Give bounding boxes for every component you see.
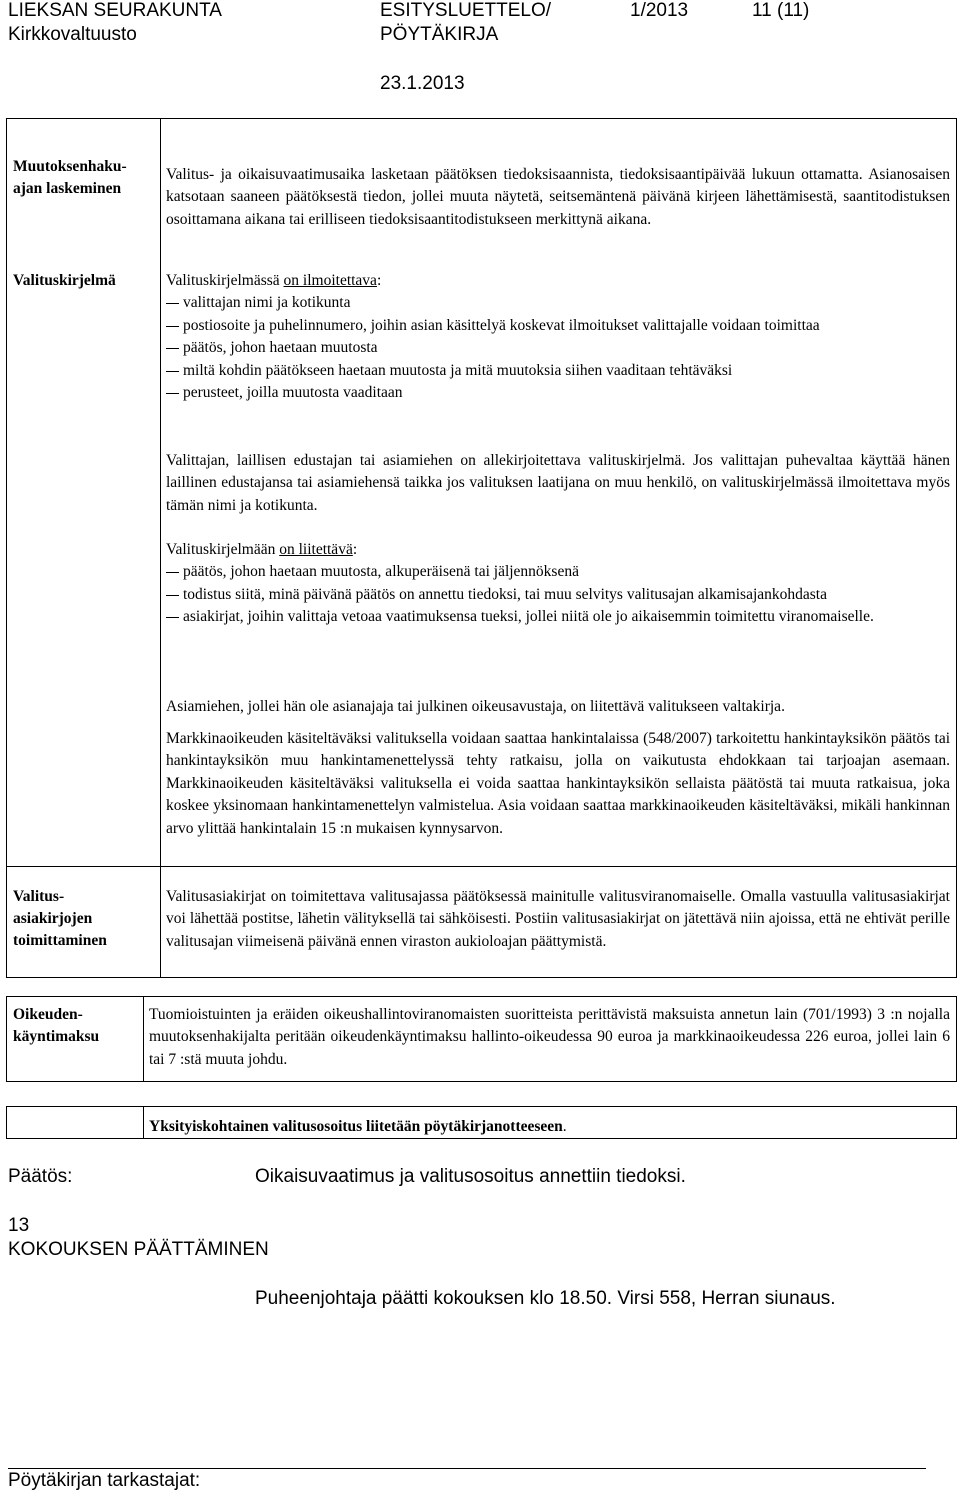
appeal-table-row-divider — [6, 866, 957, 867]
header-org: LIEKSAN SEURAKUNTA — [8, 0, 222, 21]
header-doc-type-1: ESITYSLUETTELO/ — [380, 0, 552, 21]
list-item: miltä kohdin päätökseen haetaan muutosta ja mitä muutoksia siihen vaaditaan tehtäväksi — [166, 360, 950, 382]
court-fee-table-divider — [143, 996, 144, 1082]
muutoksenhaku-text: Valitus- ja oikaisuvaatimusaika lasketaan päätöksen tiedoksisaannista, tiedoksisaantipäivää lukuun ottamatta. Asianosaisen katsotaan saaneen päätöksestä tiedon, jollei muuta näytetä, seitsemäntenä päivänä kirjeen lähettämisestä, saantitodistuksen osoittamana aikana tai erilliseen tiedoksisaantitodistukseen merkittynä aikana. — [166, 166, 950, 228]
ilmoitettava-prefix: Valituskirjelmässä — [166, 272, 284, 289]
label-toimittaminen-line3: toimittaminen — [13, 932, 107, 949]
header-doc-type-2: PÖYTÄKIRJA — [380, 24, 499, 45]
label-muutoksenhaku-line2: ajan laskeminen — [13, 180, 122, 197]
ilmoitettava-heading — [166, 270, 950, 292]
list-item: asiakirjat, joihin valittaja vetoaa vaatimuksensa tueksi, jollei niitä ole jo aikaisemmin toimitettu viranomaiselle. — [166, 606, 950, 628]
label-toimittaminen-line2: asiakirjojen — [13, 910, 93, 927]
toimittaminen-text: Valitusasiakirjat on toimitettava valitusajassa päätöksessä mainitulle valitusviranomaiselle. Omalla vastuulla valitusasiakirjat voi lähettää postitse, lähetin välityksellä tai sähköisesti. Postiin valitusasiakirjat on jätettävä niin ajoissa, että ne ehtivät perille valitusajan viimeisenä päivänä ennen viraston aukioloajan päättymistä. — [166, 888, 950, 950]
detailed-instructions-dot: . — [562, 1118, 567, 1135]
label-oikeudenkayntimaksu-line1: Oikeuden- — [13, 1006, 83, 1023]
label-muutoksenhaku-line1: Muutoksenhaku- — [13, 158, 127, 175]
label-oikeudenkayntimaksu-line2: käyntimaksu — [13, 1028, 100, 1045]
label-oikeudenkayntimaksu — [13, 1004, 141, 1048]
markkinaoikeus-text: Markkinaoikeuden käsiteltäväksi valituksella voidaan saattaa hankintalaissa (548/2007) tarkoitettu hankintayksikön päätös tai hankintayksikön muu hankintamenettelyssä tehty ratkaisu, jolla on vaikutusta ehdokkaan tai tarjoajan asemaan. Markkinaoikeuden käsiteltäväksi valituksella ei voida saattaa hankintayksikön sellaista päätöstä tai muuta ratkaisua, joka koskee yksinomaan hankintamenettelyn valmistelua. Asia voidaan saattaa markkinaoikeuden käsiteltäväksi, mikäli hankinnan arvo ylittää hankintalain 15 :n mukaisen kynnysarvon. — [166, 730, 950, 837]
label-valituskirjelma: Valituskirjelmä — [13, 272, 116, 289]
section-title: KOKOUKSEN PÄÄTTÄMINEN — [8, 1239, 269, 1260]
detailed-instructions-text — [149, 1116, 567, 1138]
footer-label: Pöytäkirjan tarkastajat: — [8, 1470, 201, 1491]
list-item: postiosoite ja puhelinnumero, joihin asian käsittelyä koskevat ilmoitukset valittajalle voidaan toimittaa — [166, 315, 950, 337]
section-sign — [29, 1217, 43, 1231]
ilmoitettava-link: on ilmoitettava — [283, 272, 377, 289]
ilmoitettava-block — [166, 270, 950, 404]
section-number-value: 13 — [8, 1215, 30, 1236]
list-item: todistus siitä, minä päivänä päätös on annettu tiedoksi, tai muu selvitys valitusajan alkamisajankohdasta — [166, 584, 950, 606]
valtakirja-text: Asiamiehen, jollei hän ole asianajaja tai julkinen oikeusavustaja, on liitettävä valitukseen valtakirja. — [166, 698, 785, 715]
liitettava-suffix: : — [352, 541, 358, 558]
label-toimittaminen — [13, 886, 158, 952]
detailed-instructions-bold: Yksityiskohtainen valitusosoitus liitetään pöytäkirjanotteeseen — [149, 1118, 563, 1135]
ilmoitettava-suffix: : — [376, 272, 382, 289]
list-item: päätös, johon haetaan muutosta — [166, 337, 950, 359]
header-number: 1/2013 — [630, 0, 689, 21]
label-muutoksenhaku — [13, 156, 158, 200]
section-number — [8, 1215, 43, 1237]
liitettava-link: on liitettävä — [279, 541, 353, 558]
decision-label: Päätös: — [8, 1166, 73, 1187]
list-item: päätös, johon haetaan muutosta, alkuperäisenä tai jäljennöksenä — [166, 561, 950, 583]
appeal-table-divider — [160, 118, 161, 978]
liitettava-heading — [166, 539, 950, 561]
allekirjoitus-text: Valittajan, laillisen edustajan tai asiamiehen on allekirjoitettava valituskirjelmä. Jos valittajan puhevaltaa käyttää hänen laillinen edustajansa tai asiamiehensä taikka jos valituksen laatijana on muu henkilö, on valituskirjelmässä ilmoitettava myös tämän nimi ja kotikunta. — [166, 452, 950, 514]
label-toimittaminen-line1: Valitus- — [13, 888, 65, 905]
detailed-instructions-divider — [143, 1106, 144, 1139]
liitettava-prefix: Valituskirjelmään — [166, 541, 280, 558]
footer-rule — [8, 1468, 926, 1469]
list-item: perusteet, joilla muutosta vaaditaan — [166, 382, 950, 404]
list-item: valittajan nimi ja kotikunta — [166, 292, 950, 314]
decision-text: Oikaisuvaatimus ja valitusosoitus annettiin tiedoksi. — [255, 1166, 686, 1187]
oikeudenkayntimaksu-text: Tuomioistuinten ja eräiden oikeushallintoviranomaisten suoritteista perittävistä maksuista annetun lain (701/1993) 3 :n nojalla muutoksenhakijalta peritään oikeudenkäyntimaksu hallinto-oikeudessa 90 euroa ja markkinaoikeudessa 226 euroa, jollei lain 6 tai 7 :stä muuta johdu. — [149, 1006, 950, 1068]
liitettava-block — [166, 539, 950, 629]
header-body-name: Kirkkovaltuusto — [8, 24, 137, 45]
header-page: 11 (11) — [752, 0, 810, 21]
section-closing-text: Puheenjohtaja päätti kokouksen klo 18.50. Virsi 558, Herran siunaus. — [255, 1288, 836, 1309]
header-date: 23.1.2013 — [380, 73, 465, 94]
